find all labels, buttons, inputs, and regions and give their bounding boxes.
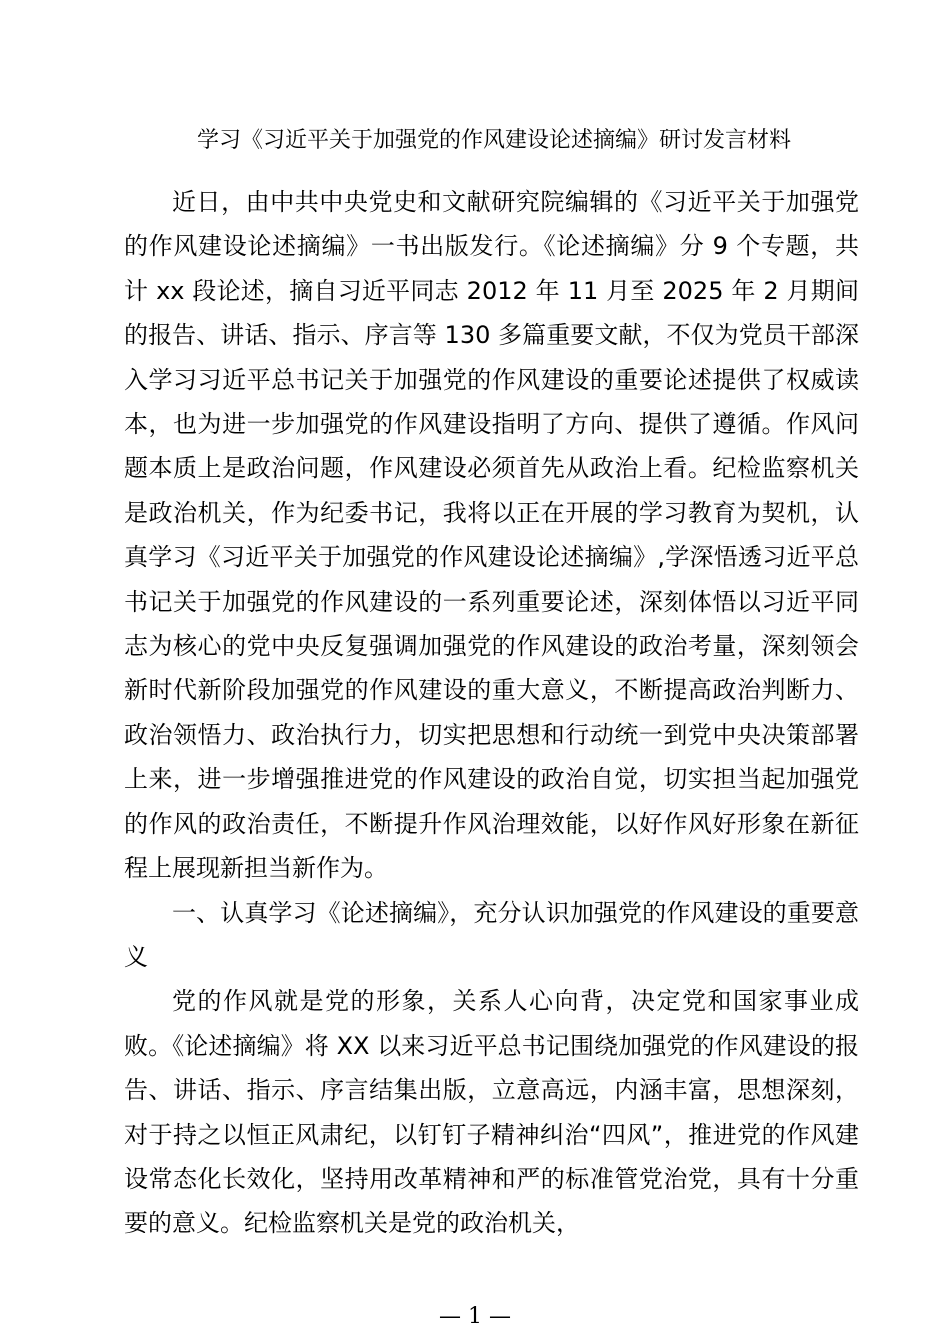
section-heading-1: 一、认真学习《论述摘编》，充分认识加强党的作风建设的重要意义 bbox=[124, 898, 859, 971]
paragraph-section-1: 党的作风就是党的形象，关系人心向背，决定党和国家事业成败。《论述摘编》将 XX 以来习近平总书记围绕加强党的作风建设的报告、讲话、指示、序言结集出版，立意高远，内涵丰富，思想深刻，对于持之以恒正风肃纪，以钉钉子精神纠治“四风”，推进党的作风建设常态化长效化，坚持用改革精神和严的标准管党治党，具有十分重要的意义。纪检监察机关是党的政治机关， bbox=[124, 987, 859, 1238]
document-title: 学习《习近平关于加强党的作风建设论述摘编》研讨发言材料 bbox=[196, 128, 791, 153]
page-number: — 1 — bbox=[439, 1304, 511, 1329]
paragraph-intro: 近日，由中共中央党史和文献研究院编辑的《习近平关于加强党的作风建设论述摘编》一书出版发行。《论述摘编》分 9 个专题，共计 xx 段论述，摘自习近平同志 2012 年 11 月至 2025 年 2 月期间的报告、讲话、指示、序言等 130 多篇重要文献，不仅为党员干部深入学习习近平总书记关于加强党的作风建设的重要论述提供了权威读本，也为进一步加强党的作风建设指明了方向、提供了遵循。作风问题本质上是政治问题，作风建设必须首先从政治上看。纪检监察机关是政治机关，作为纪委书记，我将以正在开展的学习教育为契机，认真学习《习近平关于加强党的作风建设论述摘编》,学深悟透习近平总书记关于加强党的作风建设的一系列重要论述，深刻体悟以习近平同志为核心的党中央反复强调加强党的作风建设的政治考量，深刻领会新时代新阶段加强党的作风建设的重大意义，不断提高政治判断力、政治领悟力、政治执行力，切实把思想和行动统一到党中央决策部署上来，进一步增强推进党的作风建设的政治自觉，切实担当起加强党的作风的政治责任，不断提升作风治理效能，以好作风好形象在新征程上展现新担当新作为。 bbox=[124, 188, 859, 883]
document-body bbox=[124, 180, 859, 1246]
